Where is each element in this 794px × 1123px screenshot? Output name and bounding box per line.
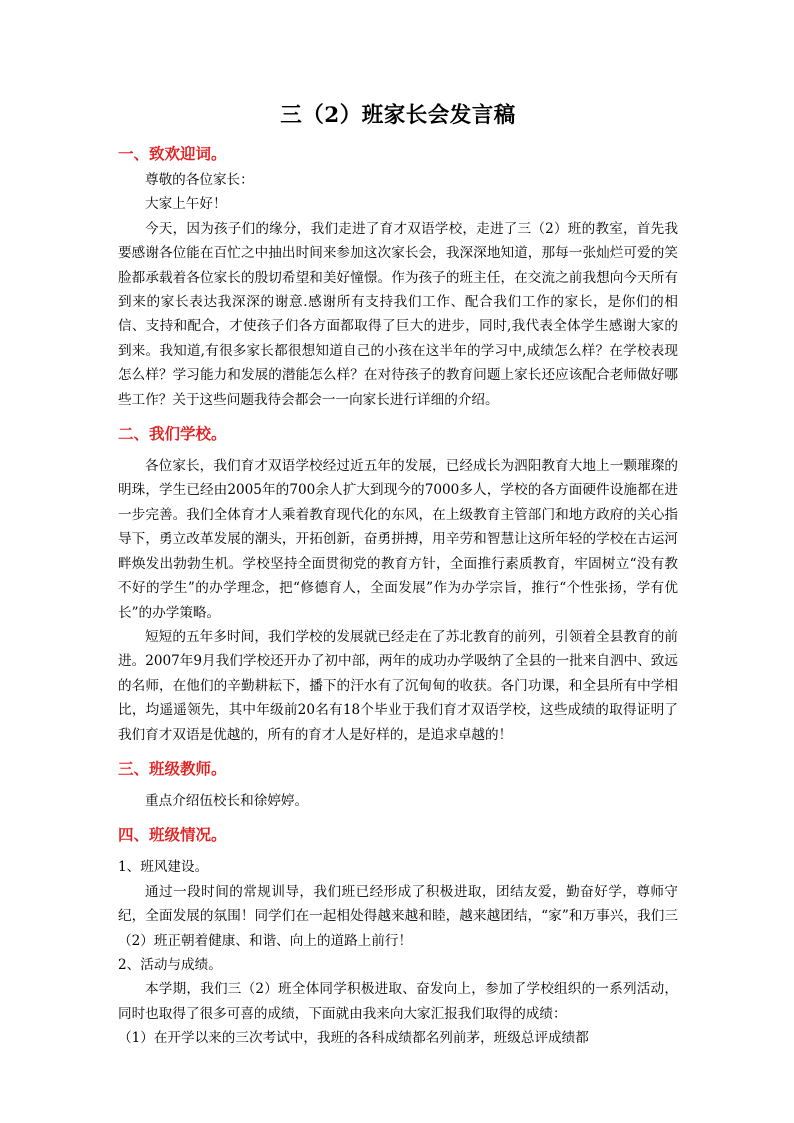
section-class [118,821,678,1050]
section-heading: 一、致欢迎词。 [118,144,227,163]
section-school [118,420,678,747]
section-heading: 二、我们学校。 [118,424,227,444]
subheading: 1、班风建设。 [118,859,209,876]
section-welcome [118,140,678,412]
paragraph: 各位家长，我们育才双语学校经过近五年的发展，已经成长为泗阳教育大地上一颗璀璨的明珠，学生已经由2005年的700余人扩大到现今的7000多人，学校的各方面硬件设施都在进一步完善。我们全体育才人乘着教育现代化的东风，在上级教育主管部门和地方政府的关心指导下，勇立改革发展的潮头，开拓创新，奋勇拼搏，用辛劳和智慧让这所年轻的学校在古运河畔焕发出勃勃生机。学校坚持全面贯彻党的教育方针，全面推行素质教育，牢固树立“没有教不好的学生”的办学理念，把“修德育人，全面发展”作为办学宗旨，推行“个性张扬，学有优长”的办学策略。 [118,458,678,621]
section-heading: 三、班级教师。 [118,758,227,778]
paragraph: 短短的五年多时间，我们学校的发展就已经走在了苏北教育的前列，引领着全县教育的前进。2007年9月我们学校还开办了初中部，两年的成功办学吸纳了全县的一批来自泗中、致远的名师，在他们的辛勤耕耘下，播下的汗水有了沉甸甸的收获。各门功课，和全县所有中学相比，均遥遥领先，其中年级前20名有18个毕业于我们育才双语学校，这些成绩的取得证明了我们育才双语是优越的，所有的育才人是好样的，是追求卓越的！ [118,628,678,743]
salutation: 尊敬的各位家长： [145,172,254,188]
paragraph: 通过一段时间的常规训导，我们班已经形成了积极进取，团结友爱，勤奋好学，尊师守纪，全面发展的氛围！同学们在一起相处得越来越和睦，越来越团结，“家”和万事兴，我们三（2）班正朝着健康、和谐、向上的道路上前行！ [118,883,678,949]
subheading: 2、活动与成绩。 [118,956,222,973]
document-title: 三（2）班家长会发言稿 [280,103,516,128]
greeting: 大家上午好！ [145,196,227,213]
paragraph: 今天，因为孩子们的缘分，我们走进了育才双语学校，走进了三（2）班的教室，首先我要感谢各位能在百忙之中抽出时间来参加这次家长会，我深深地知道，那每一张灿烂可爱的笑脸都承载着各位家长的殷切希望和美好憧憬。作为孩子的班主任，在交流之前我想向今天所有到来的家长表达我深深的谢意.感谢所有支持我们工作、配合我们工作的家长，是你们的相信、支持和配合，才使孩子们各方面都取得了巨大的进步，同时,我代表全体学生感谢大家的到来。我知道,有很多家长都很想知道自己的小孩在这半年的学习中,成绩怎么样？在学校表现怎么样？学习能力和发展的潜能怎么样？在对待孩子的教育问题上家长还应该配合老师做好哪些工作？关于这些问题我待会都会一一向家长进行详细的介绍。 [118,220,678,408]
list-item: （1）在开学以来的三次考试中，我班的各科成绩都名列前茅，班级总评成绩都 [118,1030,589,1047]
section-heading: 四、班级情况。 [118,825,227,845]
document-page [118,100,678,1051]
paragraph: 本学期，我们三（2）班全体同学积极进取、奋发向上，参加了学校组织的一系列活动，同时也取得了很多可喜的成绩，下面就由我来向大家汇报我们取得的成绩： [118,981,678,1022]
section-teachers [118,755,678,813]
paragraph: 重点介绍伍校长和徐婷婷。 [145,792,309,809]
